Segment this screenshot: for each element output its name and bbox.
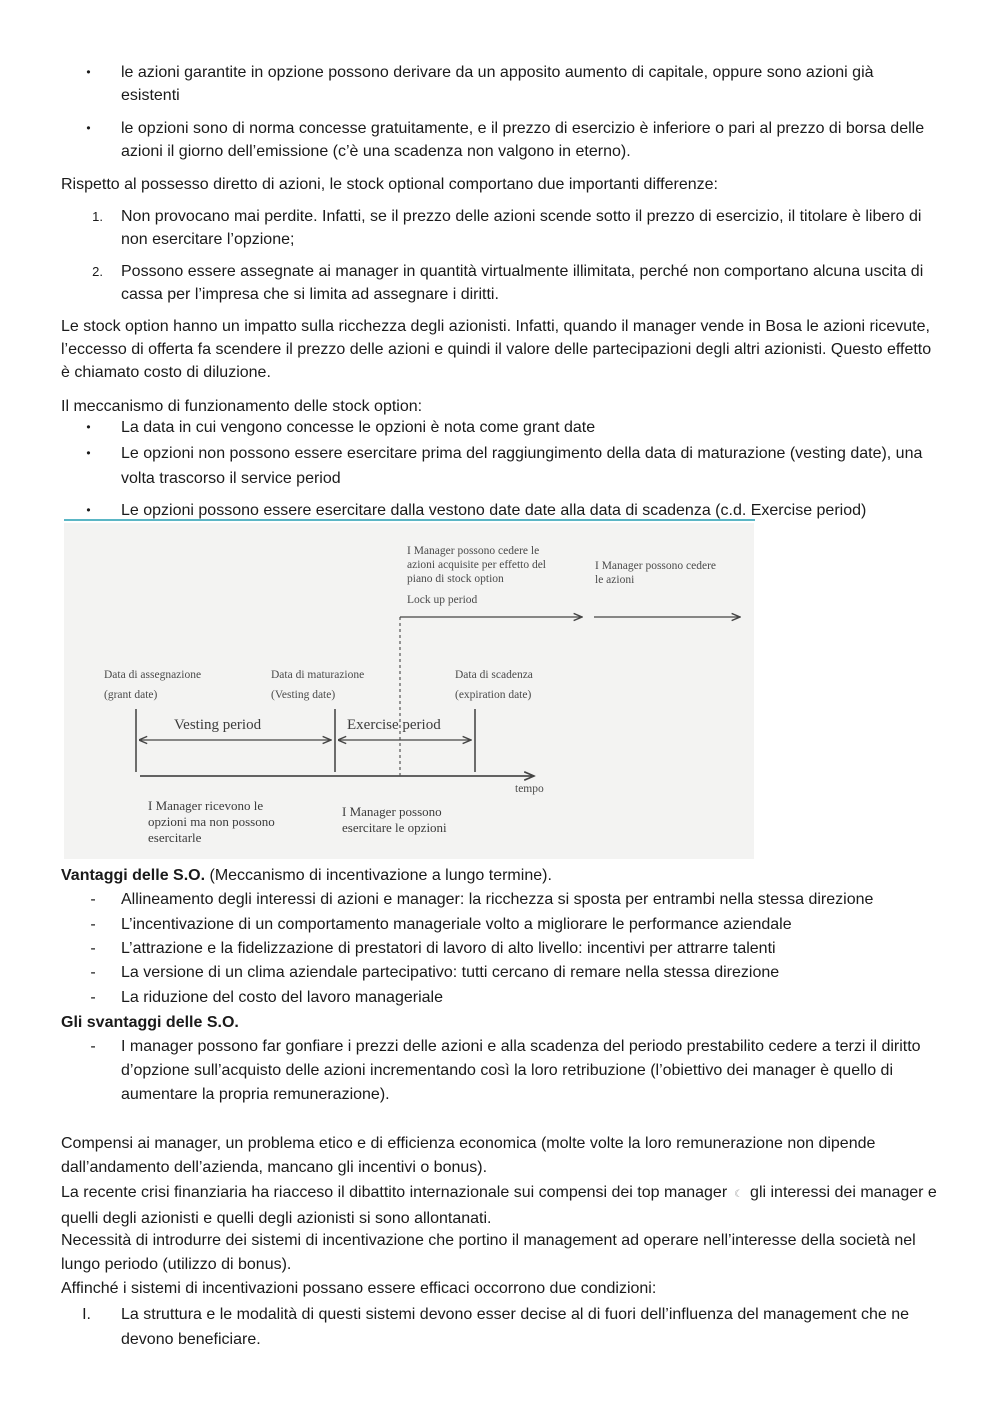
roman-marker: I.	[82, 1306, 91, 1323]
crisi-text-a: La recente crisi finanziaria ha riacceso il dibattito internazionale sui compensi dei top manager	[61, 1184, 728, 1201]
list-item	[61, 1035, 941, 1107]
label-bottom-left-3: esercitarle	[148, 830, 202, 845]
heading-vantaggi	[61, 864, 941, 887]
list-item-text: I manager possono far gonfiare i prezzi delle azioni e alla scadenza del periodo prestabilito cedere a terzi il diritto d’opzione sull’acquisto delle azioni incrementando così la loro retribuzione (l’obiettivo dei manager è quello di aumentare la propria remunerazione).	[121, 1038, 921, 1103]
heading-svantaggi	[61, 1011, 941, 1034]
bullet-marker: •	[86, 121, 91, 135]
list-item-text: Le opzioni possono essere esercitare dalla vestono date date alla data di scadenza (c.d. Exercise period)	[121, 502, 867, 519]
label-maturazione-1: Data di maturazione	[271, 669, 365, 681]
list-item	[61, 260, 941, 306]
moon-glyph-icon: ☾	[734, 1189, 744, 1200]
label-top-right-1: I Manager possono cedere	[595, 560, 717, 572]
dash-marker: -	[90, 1038, 96, 1055]
list-item-text: Non provocano mai perdite. Infatti, se il prezzo delle azioni scende sotto il prezzo di esercizio, il titolare è libero di non esercitare l’opzione;	[121, 208, 922, 248]
label-maturazione-2: (Vesting date)	[271, 689, 336, 701]
list-item-text: La struttura e le modalità di questi sistemi devono esser decise al di fuori dell’influenza del management che ne devono beneficiare.	[121, 1306, 909, 1348]
paragraph-rispetto: Rispetto al possesso diretto di azioni, le stock optional comportano due importanti differenze:	[61, 176, 718, 193]
list-item-text: le opzioni sono di norma concesse gratuitamente, e il prezzo di esercizio è inferiore o pari al prezzo di borsa delle azioni il giorno dell’emissione (c’è una scadenza non valgono in eterno).	[121, 120, 925, 160]
dash-marker: -	[90, 916, 96, 933]
list-item-text: Le opzioni non possono essere esercitare prima del raggiungimento della data di maturazione (vesting date), una volta trascorso il service period	[121, 445, 923, 487]
paragraph-necessita: Necessità di introdurre dei sistemi di incentivazione che portino il management ad operare nell’interesse della società nel lungo periodo (utilizzo di bonus).	[61, 1232, 916, 1273]
label-top-right-2: le azioni	[595, 574, 635, 586]
bullet-marker: •	[86, 65, 91, 79]
dash-marker: -	[90, 940, 96, 957]
label-assegnazione-2: (grant date)	[104, 689, 158, 701]
list-item	[61, 937, 941, 960]
dash-marker: -	[90, 964, 96, 981]
label-bottom-mid-2: esercitare le opzioni	[342, 820, 447, 835]
list-item-text: La riduzione del costo del lavoro manageriale	[121, 989, 443, 1006]
diagram-top-rule	[64, 519, 755, 521]
vantaggi-title: Vantaggi delle S.O.	[61, 867, 206, 884]
number-marker: 2.	[92, 264, 103, 279]
label-bottom-left-2: opzioni ma non possono	[148, 814, 275, 829]
paragraph-meccanismo: Il meccanismo di funzionamento delle stock option:	[61, 398, 423, 415]
list-item	[61, 986, 941, 1009]
paragraph-compensi: Compensi ai manager, un problema etico e di efficienza economica (molte volte la loro remunerazione non dipende dall’andamento dell’azienda, mancano gli incentivi o bonus).	[61, 1135, 876, 1176]
list-item-text: Allineamento degli interessi di azioni e manager: la ricchezza si sposta per entrambi nella stessa direzione	[121, 891, 874, 908]
paragraph-crisi	[61, 1181, 941, 1231]
label-scadenza-2: (expiration date)	[455, 689, 532, 701]
paragraph-stock-option: Le stock option hanno un impatto sulla ricchezza degli azionisti. Infatti, quando il manager vende in Bosa le azioni ricevute, l’eccesso di offerta fa scendere il prezzo delle azioni e quindi il valore delle partecipazioni degli altri azionisti. Questo effetto è chiamato costo di diluzione.	[61, 318, 932, 381]
list-item	[61, 416, 941, 439]
list-item	[61, 961, 941, 984]
vantaggi-subtitle: (Meccanismo di incentivazione a lungo termine).	[209, 867, 552, 884]
list-item	[61, 913, 941, 936]
paragraph-affinche: Affinché i sistemi di incentivazioni possano essere efficaci occorrono due condizioni:	[61, 1280, 657, 1297]
label-top-mid-3: piano di stock option	[407, 573, 504, 585]
dash-marker: -	[90, 891, 96, 908]
svantaggi-title: Gli svantaggi delle S.O.	[61, 1014, 239, 1031]
list-item	[61, 888, 941, 911]
label-scadenza-1: Data di scadenza	[455, 669, 533, 681]
list-item-text: La versione di un clima aziendale partecipativo: tutti cercano di remare nella stessa direzione	[121, 964, 780, 981]
label-assegnazione-1: Data di assegnazione	[104, 669, 202, 681]
label-vesting-period: Vesting period	[174, 717, 262, 733]
list-item-text: L’attrazione e la fidelizzazione di prestatori di lavoro di alto livello: incentivi per attrarre talenti	[121, 940, 776, 957]
list-item-text: L’incentivazione di un comportamento manageriale volto a migliorare le performance aziendale	[121, 916, 792, 933]
label-top-mid-2: azioni acquisite per effetto del	[407, 559, 547, 571]
stock-option-timeline-diagram	[64, 523, 754, 859]
list-item	[61, 1302, 941, 1352]
number-marker: 1.	[92, 209, 103, 224]
label-top-mid-1: I Manager possono cedere le	[407, 545, 540, 557]
label-bottom-mid-1: I Manager possono	[342, 804, 442, 819]
bullet-marker: •	[86, 503, 91, 517]
list-item-text: le azioni garantite in opzione possono derivare da un apposito aumento di capitale, oppure sono azioni già esistenti	[121, 64, 874, 104]
list-item	[61, 205, 941, 251]
bullet-marker: •	[86, 420, 91, 434]
crisi-text-b: gli interessi dei manager e quelli degli azionisti e quelli degli azionisti si sono allontanati.	[61, 1184, 937, 1227]
label-bottom-left-1: I Manager ricevono le	[148, 798, 264, 813]
dash-marker: -	[90, 989, 96, 1006]
label-tempo: tempo	[515, 783, 544, 795]
list-item-text: La data in cui vengono concesse le opzioni è nota come grant date	[121, 419, 596, 436]
list-item	[61, 61, 941, 107]
list-item	[61, 441, 941, 491]
bullet-marker: •	[86, 446, 91, 460]
list-item-text: Possono essere assegnate ai manager in quantità virtualmente illimitata, perché non comportano alcuna uscita di cassa per l’impresa che si limita ad assegnare i diritti.	[121, 263, 924, 303]
label-lock-up: Lock up period	[407, 594, 478, 606]
list-item	[61, 117, 941, 163]
label-exercise-period: Exercise period	[347, 717, 441, 733]
